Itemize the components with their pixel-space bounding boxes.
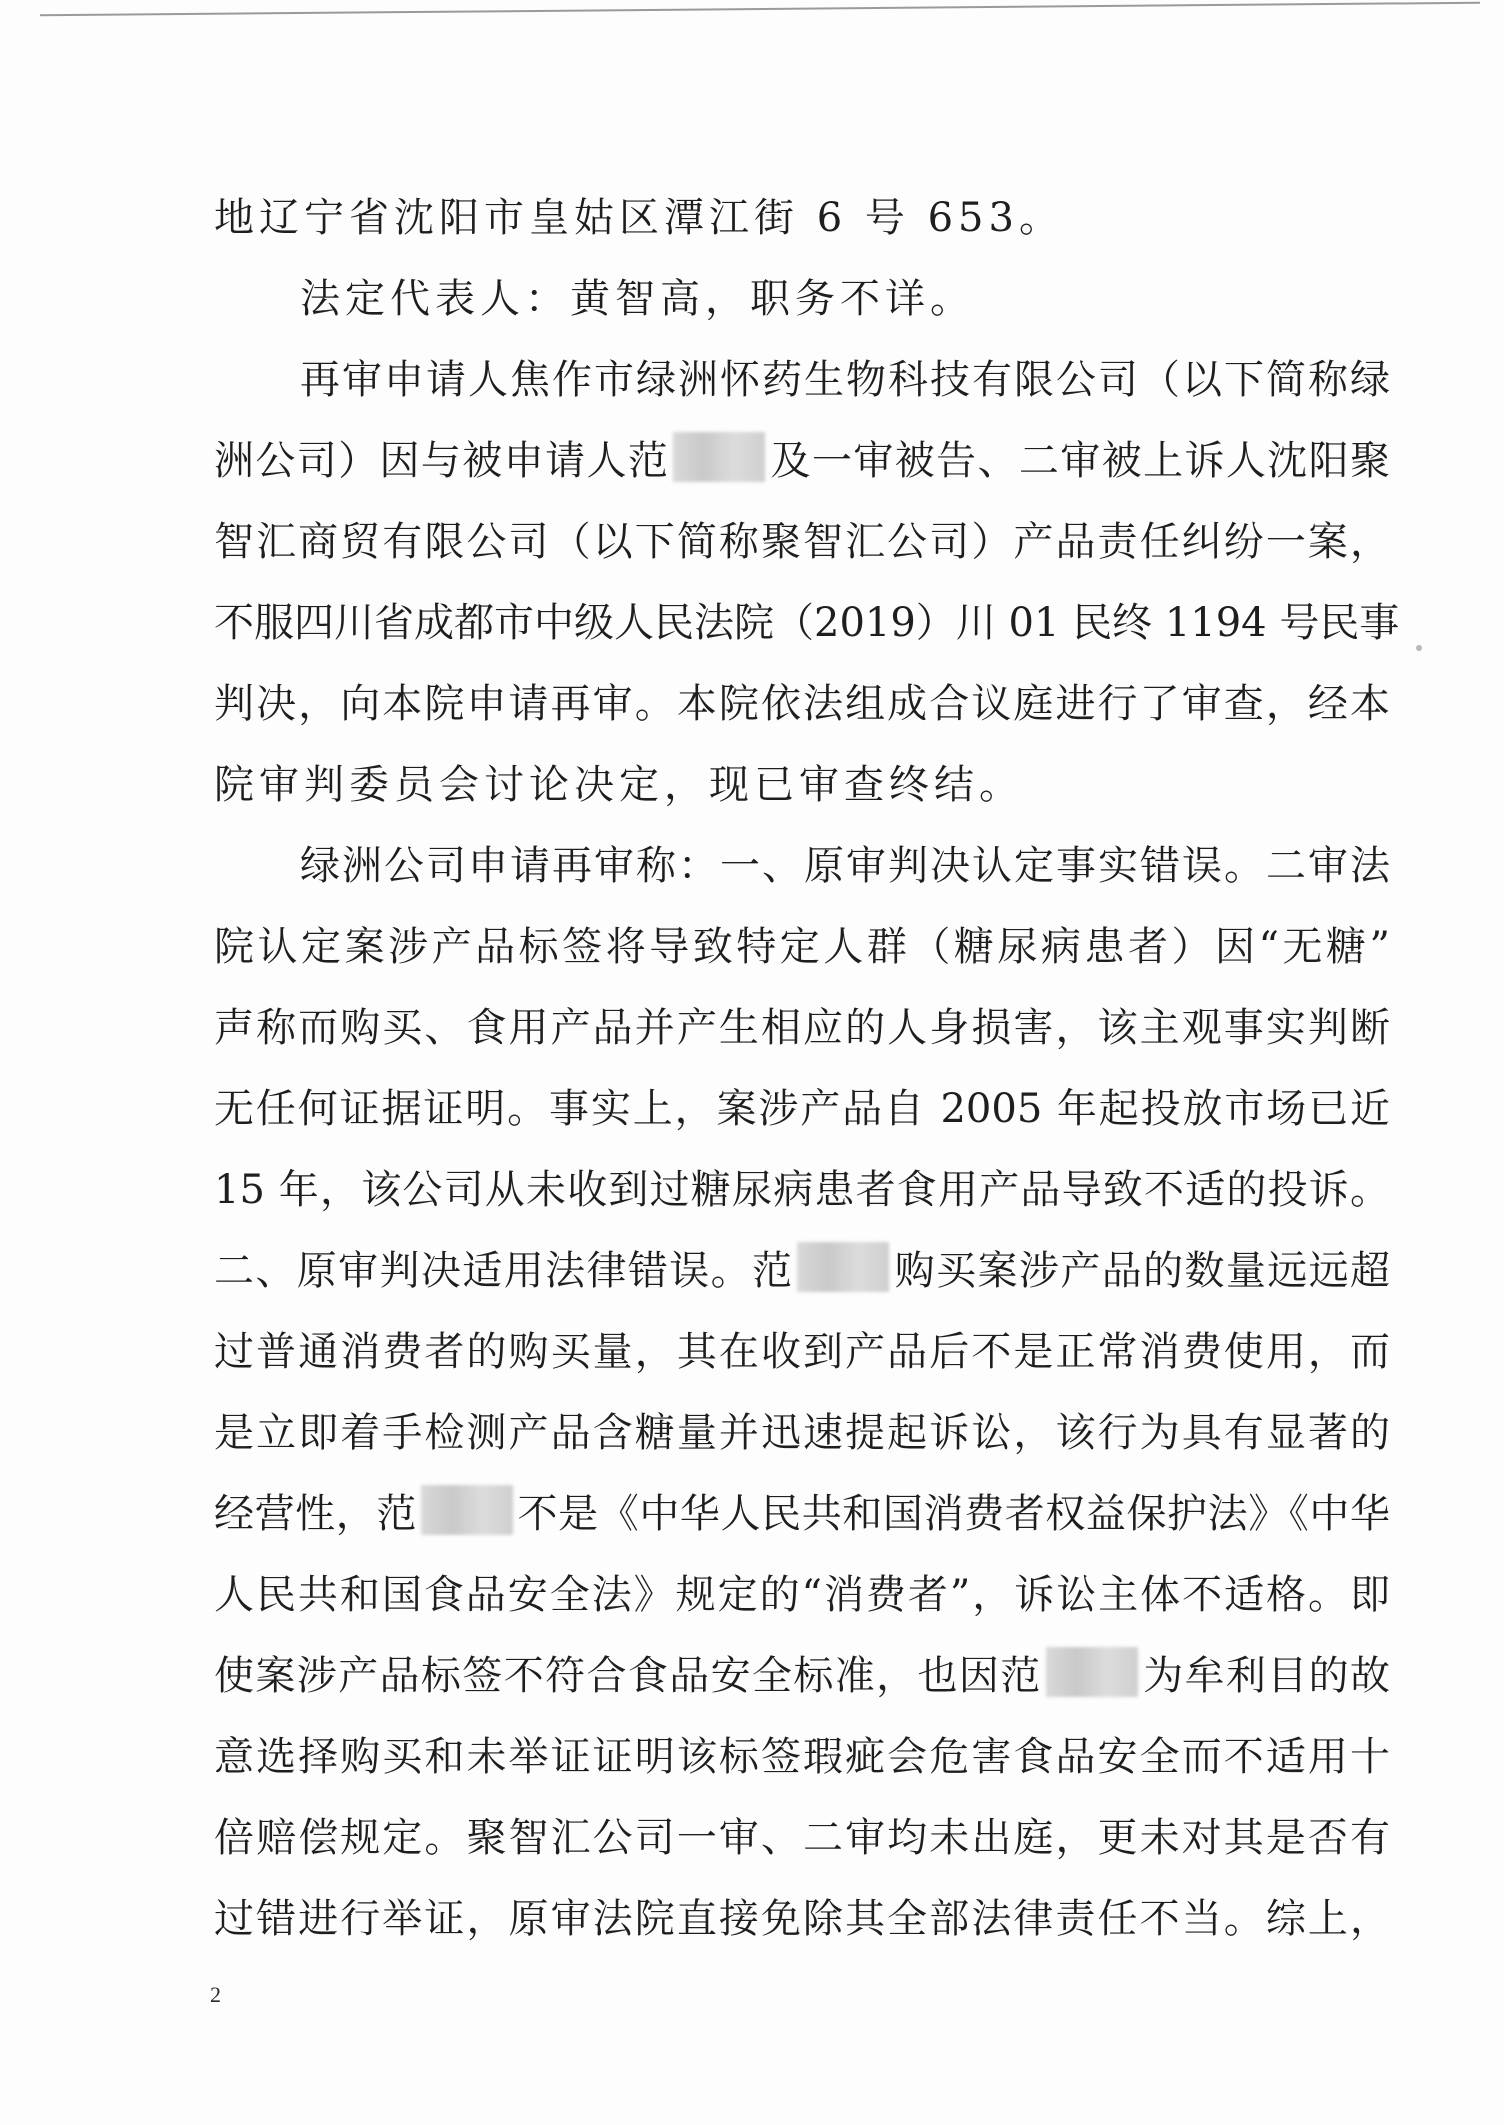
text-line <box>214 1636 1390 1717</box>
text-line: 过错进行举证，原审法院直接免除其全部法律责任不当。综上， <box>214 1896 1390 1942</box>
text-line: 院认定案涉产品标签将导致特定人群（糖尿病患者）因“无糖” <box>214 924 1390 970</box>
redacted-name <box>673 432 765 482</box>
text-segment: 经营性，范 <box>214 1491 417 1537</box>
page-number: 2 <box>210 1982 221 2007</box>
text-line: 智汇商贸有限公司（以下简称聚智汇公司）产品责任纠纷一案， <box>214 519 1390 565</box>
text-line: 人民共和国食品安全法》规定的“消费者”，诉讼主体不适格。即 <box>214 1572 1390 1618</box>
text-line: 地辽宁省沈阳市皇姑区潭江街 6 号 653。 <box>214 195 1064 241</box>
text-line: 绿洲公司申请再审称：一、原审判决认定事实错误。二审法 <box>300 843 1390 889</box>
scan-edge <box>40 2 1480 23</box>
text-line: 意选择购买和未举证证明该标签瑕疵会危害食品安全而不适用十 <box>214 1734 1390 1780</box>
redacted-name <box>421 1485 513 1535</box>
body-text <box>214 178 1400 1960</box>
text-line <box>214 1231 1390 1312</box>
text-segment: 使案涉产品标签不符合食品安全标准，也因范 <box>214 1653 1042 1699</box>
text-line: 倍赔偿规定。聚智汇公司一审、二审均未出庭，更未对其是否有 <box>214 1815 1390 1861</box>
redacted-name <box>797 1242 889 1292</box>
text-line: 是立即着手检测产品含糖量并迅速提起诉讼，该行为具有显著的 <box>214 1410 1390 1456</box>
text-line: 15 年，该公司从未收到过糖尿病患者食用产品导致不适的投诉。 <box>214 1167 1390 1213</box>
text-line: 过普通消费者的购买量，其在收到产品后不是正常消费使用，而 <box>214 1329 1390 1375</box>
text-segment: 二、原审判决适用法律错误。范 <box>214 1248 794 1294</box>
text-line: 声称而购买、食用产品并产生相应的人身损害，该主观事实判断 <box>214 1005 1390 1051</box>
redacted-name <box>1046 1647 1138 1697</box>
scan-speck <box>1416 645 1422 651</box>
text-segment: 为牟利目的故 <box>1141 1653 1391 1699</box>
text-line: 院审判委员会讨论决定，现已审查终结。 <box>214 762 1024 808</box>
text-line: 再审申请人焦作市绿洲怀药生物科技有限公司（以下简称绿 <box>300 357 1390 403</box>
text-line <box>214 1474 1390 1555</box>
text-segment: 洲公司）因与被申请人范 <box>214 438 670 484</box>
text-segment: 不是《中华人民共和国消费者权益保护法》《中华 <box>516 1491 1391 1537</box>
text-line: 无任何证据证明。事实上，案涉产品自 2005 年起投放市场已近 <box>214 1086 1390 1132</box>
text-line <box>214 421 1390 502</box>
text-line: 法定代表人：黄智高，职务不详。 <box>300 276 975 322</box>
text-line: 不服四川省成都市中级人民法院（2019）川 01 民终 1194 号民事 <box>214 600 1400 646</box>
text-line: 判决，向本院申请再审。本院依法组成合议庭进行了审查，经本 <box>214 681 1390 727</box>
text-segment: 及一审被告、二审被上诉人沈阳聚 <box>769 438 1391 484</box>
text-segment: 购买案涉产品的数量远远超 <box>893 1248 1391 1294</box>
